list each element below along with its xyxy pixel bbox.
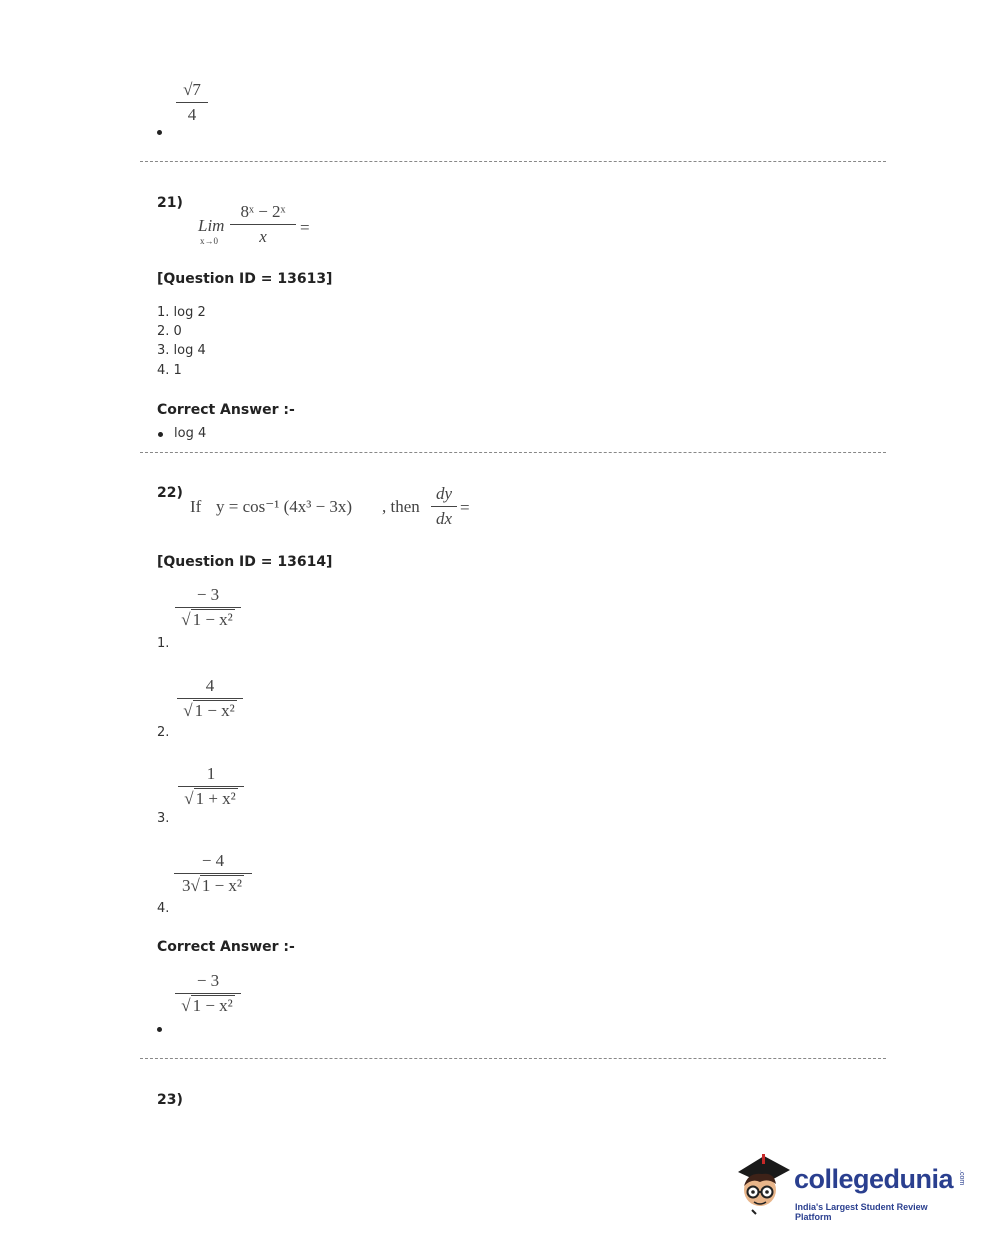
bullet — [157, 130, 162, 135]
question-number: 23) — [157, 1092, 183, 1108]
prev-answer-fraction — [176, 80, 208, 125]
brand-tagline: India's Largest Student Review Platform — [795, 1202, 928, 1222]
derivative-numerator: dy — [435, 484, 453, 503]
question-id: [Question ID = 13614] — [157, 554, 333, 570]
question-prefix: If — [190, 497, 202, 516]
option-numerator: 1 — [206, 764, 216, 783]
question-then: , then — [382, 497, 420, 516]
brand-logo — [734, 1150, 964, 1220]
brand-name: collegedunia — [794, 1164, 954, 1194]
correct-answer-value: log 4 — [174, 426, 207, 441]
option-index: 2. — [157, 725, 170, 740]
correct-answer-label: Correct Answer :- — [157, 402, 295, 418]
option-1: 1. log 2 — [157, 305, 206, 320]
divider — [140, 161, 886, 162]
option-index: 3. — [157, 811, 170, 826]
option-4-fraction — [174, 851, 252, 896]
option-index: 1. — [157, 636, 170, 651]
correct-answer-label: Correct Answer :- — [157, 939, 295, 955]
prev-answer-numerator: √7 — [183, 80, 201, 99]
limit-subscript: x→0 — [200, 236, 218, 246]
option-denominator: √ 1 − x² — [183, 701, 235, 720]
question-number: 21) — [157, 195, 183, 211]
prev-answer-denominator: 4 — [187, 105, 197, 124]
correct-numerator: − 3 — [196, 971, 220, 990]
option-3-fraction — [178, 764, 244, 809]
derivative-denominator: dx — [435, 509, 453, 528]
limit-fraction — [230, 202, 296, 247]
divider — [140, 1058, 886, 1059]
bullet — [157, 1027, 162, 1032]
option-1-fraction — [175, 585, 241, 630]
equals-sign: = — [300, 218, 310, 237]
divider — [140, 452, 886, 453]
option-index: 4. — [157, 901, 170, 916]
option-2-fraction — [177, 676, 243, 721]
option-numerator: − 4 — [201, 851, 225, 870]
limit-denominator: x — [259, 227, 267, 246]
correct-answer-fraction — [175, 971, 241, 1016]
limit-label: Lim — [198, 216, 225, 235]
question-expression: y = cos⁻¹ (4x³ − 3x) — [216, 497, 353, 516]
option-2: 2. 0 — [157, 324, 182, 339]
option-denominator: √ 1 + x² — [184, 789, 236, 808]
limit-numerator: 8ˣ − 2ˣ — [240, 202, 286, 221]
option-denominator: √ 1 − x² — [181, 610, 233, 629]
question-number: 22) — [157, 485, 183, 501]
option-3: 3. log 4 — [157, 343, 206, 358]
option-numerator: 4 — [205, 676, 215, 695]
brand-dotcom: .com — [958, 1170, 965, 1186]
option-numerator: − 3 — [196, 585, 220, 604]
mascot-icon — [734, 1150, 792, 1216]
equals-sign: = — [460, 498, 470, 517]
option-denominator: 3√ 1 − x² — [181, 876, 243, 895]
option-4: 4. 1 — [157, 363, 182, 378]
correct-denominator: √ 1 − x² — [181, 996, 233, 1015]
question-id: [Question ID = 13613] — [157, 271, 333, 287]
bullet — [158, 432, 163, 437]
derivative-fraction — [431, 484, 457, 529]
